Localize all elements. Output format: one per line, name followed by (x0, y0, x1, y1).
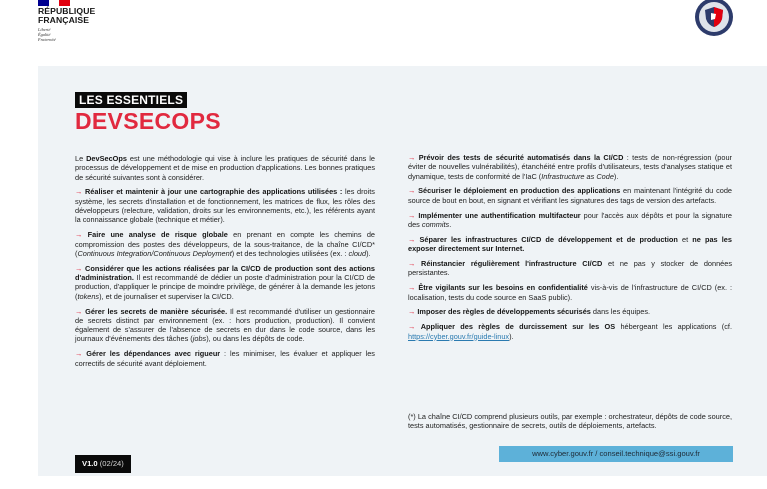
kicker-label: LES ESSENTIELS (75, 92, 187, 108)
arrow-icon: → (75, 349, 83, 359)
republic-name (38, 7, 98, 25)
contact-banner[interactable]: www.cyber.gouv.fr / conseil.technique@ssi.gouv.fr (499, 446, 733, 462)
list-item: → Réaliser et maintenir à jour une cartographie des applications utilisées : les droits système, les secrets d'installation et de fonctionnement, les matrices de flux, les rôles des développeurs (relecture, validation, droits sur les environnements, etc.), les référents ayant la connaissance globale (technique et métier). (75, 187, 375, 225)
list-item: → Gérer les secrets de manière sécurisée. Il est recommandé d'utiliser un gestionnaire de secrets distinct par environnement (ex. : hors production, production). Il convient également de s'assurer de l'absence de secrets en dur dans le code source, dans les journaux d'événements des tâches (jobs), ou dans les dépôts de code. (75, 306, 375, 344)
footnote: (*) La chaîne CI/CD comprend plusieurs outils, par exemple : orchestrateur, dépôts de code source, tests automatisés, gestionnaire de secrets, outils de déploiements, artefacts. (408, 412, 732, 431)
list-item: → Sécuriser le déploiement en production des applications en maintenant l'intégrité du code source de bout en bout, en signant et vérifiant les signatures des tags de version des artefacts. (408, 186, 732, 205)
list-item: → Prévoir des tests de sécurité automatisés dans la CI/CD : tests de non-régression (pour éviter de nouvelles vulnérabilités), étanchéité entre profils d'utilisateurs, tests d'analyses statique et dynamique, tests de conformité de l'IaC (Infrastructure as Code). (408, 153, 732, 181)
list-item: → Implémenter une authentification multifacteur pour l'accès aux dépôts et pour la signature des commits. (408, 210, 732, 229)
anssi-seal-logo (695, 0, 733, 36)
right-column (408, 153, 732, 347)
shield-icon (704, 6, 724, 28)
arrow-icon: → (75, 230, 83, 240)
arrow-icon: → (408, 234, 416, 244)
arrow-icon: → (408, 307, 416, 317)
page-title: DEVSECOPS (75, 108, 221, 134)
list-item: → Imposer des règles de développements sécurisés dans les équipes. (408, 307, 651, 317)
arrow-icon: → (408, 322, 416, 332)
intro-paragraph: Le DevSecOps est une méthodologie qui vise à inclure les pratiques de sécurité dans le processus de développement et de mise en production d'applications. Les bonnes pratiques de sécurité suivantes sont à considérer. (75, 154, 375, 182)
arrow-icon: → (408, 259, 416, 269)
arrow-icon: → (75, 187, 83, 197)
arrow-icon: → (408, 210, 416, 220)
version-badge: V1.0 (02/24) (75, 455, 131, 473)
republique-francaise-logo (38, 0, 98, 42)
arrow-icon: → (408, 153, 416, 162)
list-item: → Faire une analyse de risque globale en prenant en compte les chemins de compromission des postes des développeurs, de la sous-traitance, de la chaîne CI/CD* (Continuous Integration/Continuous Deployment) et des technologies utilisées (ex. : cloud). (75, 230, 375, 258)
essentials-panel (38, 66, 767, 476)
motto-liberte: Liberté (38, 27, 51, 32)
list-item: → Séparer les infrastructures CI/CD de développement et de production et ne pas les exposer directement sur Internet. (408, 234, 732, 254)
arrow-icon: → (75, 306, 83, 316)
list-item: → Considérer que les actions réalisées par la CI/CD de production sont des actions d'administration. Il est recommandé de dédier un poste d'administration pour la CI/CD de production, d'appliquer le principe de moindre privilège, de générer à la demande les jetons (tokens), et de journaliser et superviser la CI/CD. (75, 263, 375, 301)
left-column (75, 154, 375, 374)
motto (38, 27, 98, 42)
list-item: → Réinstancier régulièrement l'infrastructure CI/CD et ne pas y stocker de données persistantes. (408, 259, 732, 278)
republic-name-line2: FRANÇAISE (38, 15, 90, 25)
list-item: → Être vigilants sur les besoins en confidentialité vis-à-vis de l'infrastructure de CI/CD (ex. : localisation, tests du code source en SaaS public). (408, 283, 732, 302)
guide-linux-link[interactable]: https://cyber.gouv.fr/guide-linux (408, 331, 510, 341)
list-item: → Appliquer des règles de durcissement sur les OS hébergeant les applications (cf. https://cyber.gouv.fr/guide-linux). (408, 322, 732, 341)
arrow-icon: → (408, 283, 416, 293)
republic-name-line1: RÉPUBLIQUE (38, 6, 96, 16)
arrow-icon: → (75, 263, 83, 273)
motto-fraternite: Fraternité (38, 37, 56, 42)
list-item: → Gérer les dépendances avec rigueur : les minimiser, les évaluer et appliquer les correctifs de sécurité avant déploiement. (75, 349, 375, 368)
motto-egalite: Égalité (38, 32, 51, 37)
arrow-icon: → (408, 186, 416, 196)
